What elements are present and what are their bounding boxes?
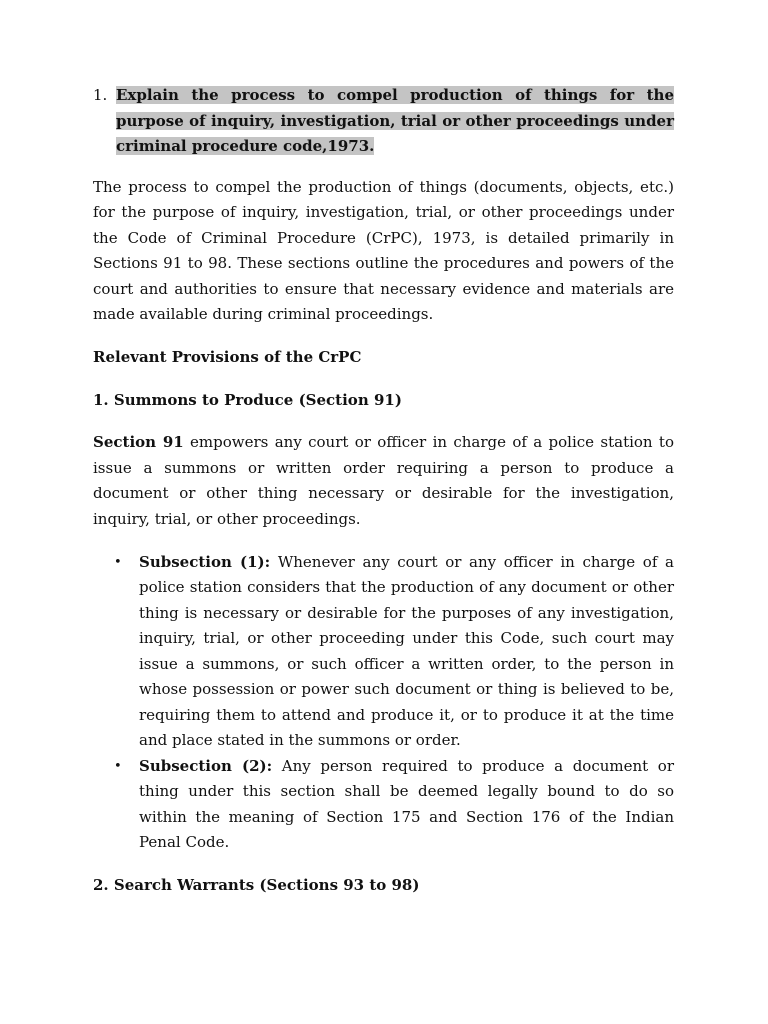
subsection-text: Whenever any court or any officer in charge of a police station considers that the production of any document or other thing is necessary or desirable for the purposes of any investigation, inquiry, trial, or other proceeding under this Code, such court may issue a summons, or such officer a written order, to the person in whose possession or power such document or thing is believed to be, requiring them to attend and produce it, or to produce it at the time and place stated in the summons or order. (139, 552, 674, 750)
bullet-icon: • (114, 554, 122, 570)
bullet-icon: • (114, 758, 122, 774)
list-item (93, 754, 674, 856)
list-item (93, 550, 674, 754)
section91-lead: Section 91 (93, 433, 184, 452)
section91-paragraph (93, 430, 674, 532)
question-text: Explain the process to compel production of things for the purpose of inquiry, investigation, trial or other proceedings under criminal procedure code,1973. (116, 86, 674, 155)
section91-text: empowers any court or officer in charge of a police station to issue a summons or written order requiring a person to produce a document or other thing necessary or desirable for the investigation, inquiry, trial, or other proceedings. (93, 433, 674, 529)
heading-search-warrants: 2. Search Warrants (Sections 93 to 98) (93, 875, 420, 894)
subsection-label: Subsection (2): (139, 756, 273, 775)
question-item (93, 83, 674, 160)
heading-provisions: Relevant Provisions of the CrPC (93, 348, 362, 367)
heading-summons: 1. Summons to Produce (Section 91) (93, 390, 402, 409)
subsection-label: Subsection (1): (139, 552, 271, 571)
question-text-block (116, 83, 674, 160)
document-page (93, 83, 674, 915)
subsection-text: Any person required to produce a document or thing under this section shall be deemed legally bound to do so within the meaning of Section 175 and Section 176 of the Indian Penal Code. (139, 756, 675, 852)
question-number: 1. (93, 86, 108, 104)
subsection-list (93, 550, 674, 856)
intro-paragraph: The process to compel the production of things (documents, objects, etc.) for the purpose of inquiry, investigation, trial, or other proceedings under the Code of Criminal Procedure (CrPC), 1973, is detailed primarily in Sections 91 to 98. These sections outline the procedures and powers of the court and authorities to ensure that necessary evidence and materials are made available during criminal proceedings. (93, 177, 674, 324)
